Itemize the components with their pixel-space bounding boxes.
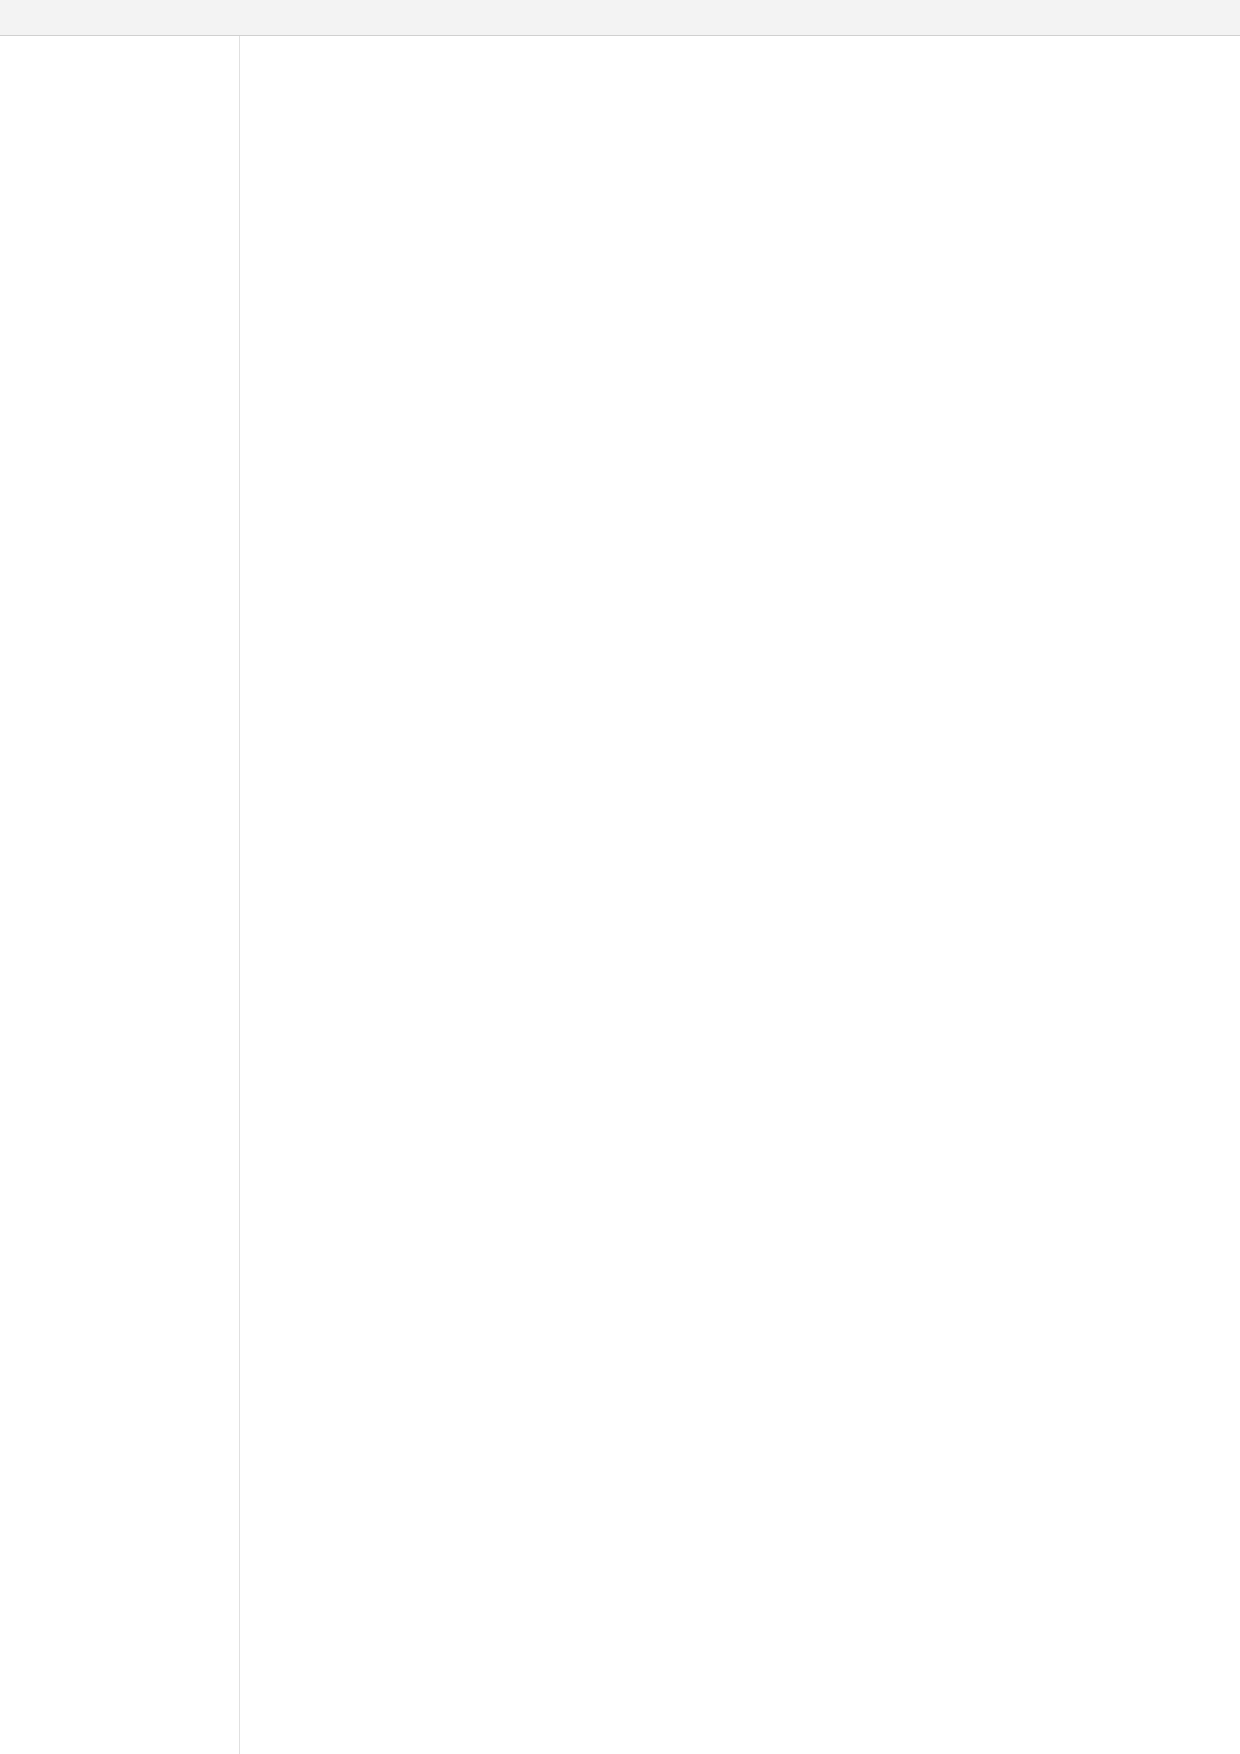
title-bar <box>0 0 1240 36</box>
sidebar <box>0 36 240 1754</box>
window-body <box>0 36 1240 1754</box>
main-content <box>240 36 1240 1754</box>
